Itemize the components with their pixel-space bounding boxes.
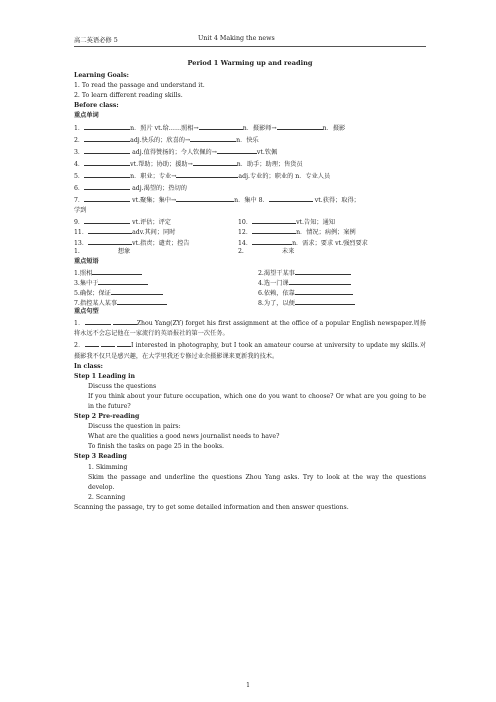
step-title: Step 2 Pre-reading <box>74 413 140 421</box>
page-header <box>74 34 426 47</box>
vocab-pair: 9． vt.评估；评定 10． vt.告知；通知 <box>74 216 426 226</box>
key-sentence: 2． I interested in photography, but I took an amateur course at university to update my skills.对摄影我不仅只是感兴趣，在大学里我还专修过业余摄影课来更新我的技术。 <box>74 339 426 361</box>
vocab-line: 6． adj.渴望的；热切的 <box>74 182 426 194</box>
phrase-pair: 3.集中于 4.选一门课 <box>74 277 426 287</box>
step-line: Skim the passage and underline the questions Zhou Yang asks. Try to look at the way the questions develop. <box>88 473 426 491</box>
sentence-heading: 重点句型 <box>74 308 99 316</box>
page-title: Period 1 Warming up and reading <box>187 59 313 67</box>
vocab-line: 2． adj.快乐的；欣喜的→ n．快乐 <box>74 134 426 146</box>
phrase-pair: 1.照相 2.渴望干某事 <box>74 267 426 277</box>
header-course: 高二英语必修 5 <box>74 37 118 44</box>
scanning-instruction: Scanning the passage, try to get some detailed information and then answer questions. <box>74 503 349 511</box>
vocab-line: 3． adj.值得赞扬的；令人钦佩的→ vt.钦佩 <box>74 146 426 158</box>
before-class-heading: Before class: <box>74 102 119 110</box>
step-line: 1. Skimming <box>88 463 128 471</box>
vocab-pair: 1. 想象 2. 未来 <box>74 247 295 255</box>
vocab-line: 5． n．职业；专业→ adj.专业的；职业的 n．专业人员 <box>74 170 426 182</box>
step-line: Discuss the question in pairs: <box>88 423 181 431</box>
vocab-line: 1． n．照片 vt.给……照相→ n．摄影师→ n．摄影 <box>74 122 426 134</box>
goals-heading: Learning Goals: <box>74 72 129 80</box>
step-line: Discuss the questions <box>88 382 157 390</box>
goal-item: 2. To learn different reading skills. <box>74 92 183 100</box>
vocab-line-continued: 学到 <box>74 207 87 215</box>
vocab-heading: 重点单词 <box>74 112 99 120</box>
vocab-line: 4． vt.帮助；协助；援助→ n．助手；助理；售货员 <box>74 158 426 170</box>
step-line: What are the qualities a good news journalist needs to have? <box>88 433 280 441</box>
vocab-pair: 13． vt.指责；谴责；控告 14． n．需求；要求 vt.强烈要求 <box>74 237 426 247</box>
vocab-pair: 11． adv.其间；同时 12． n．情况；病例；案例 <box>74 226 426 236</box>
step-title: Step 3 Reading <box>74 453 127 461</box>
phrase-heading: 重点短语 <box>74 257 99 265</box>
vocab-line: 7． vt.聚集；集中→ n．集中 8． vt.获得；取得； <box>74 194 426 206</box>
step-title: Step 1 Leading in <box>74 372 136 380</box>
phrase-pair: 5.确保；保证 6.依赖，依靠 <box>74 287 426 297</box>
header-unit: Unit 4 Making the news <box>198 35 275 42</box>
step-line: If you think about your future occupation, which one do you want to choose? Or what are you going to be in the future? <box>88 392 426 410</box>
phrase-pair: 7.指控某人某事 8.为了，以便 <box>74 297 426 307</box>
page-number: 1 <box>246 682 250 689</box>
goal-item: 1. To read the passage and understand it. <box>74 82 205 90</box>
worksheet <box>74 58 426 513</box>
in-class-heading: In class: <box>74 362 103 370</box>
key-sentence: 1． Zhou Yang(ZY) forget his first assignment at the office of a popular English newspaper.周扬将永远不会忘记他在一家流行的英语报社的第一次任务。 <box>74 317 426 339</box>
step-line: 2. Scanning <box>88 493 126 501</box>
step-line: To finish the tasks on page 25 in the books. <box>88 443 224 451</box>
